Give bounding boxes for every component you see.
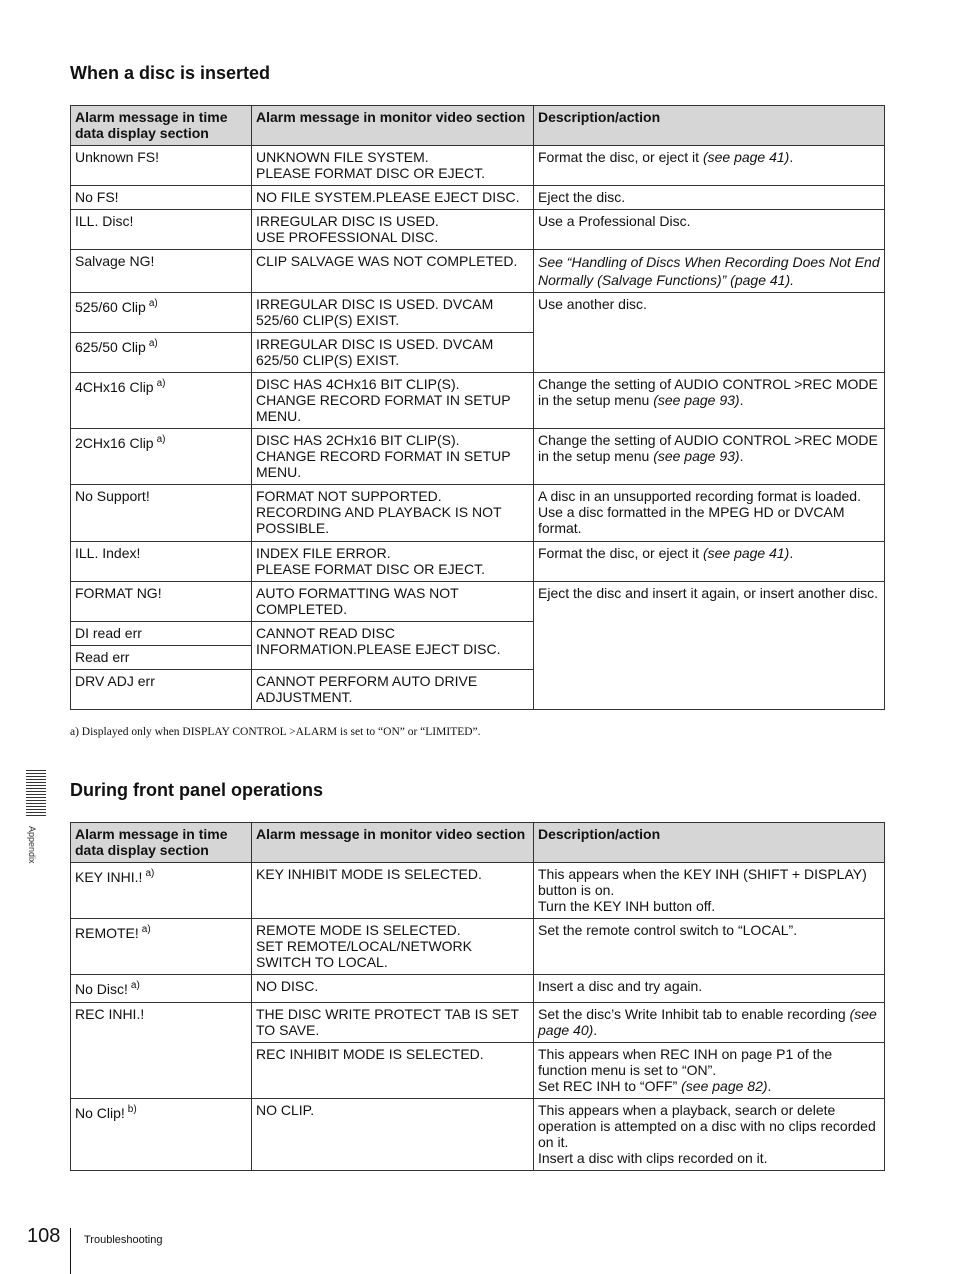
monitor-message: CANNOT READ DISC INFORMATION.PLEASE EJECT DISC. xyxy=(252,622,534,670)
monitor-message: IRREGULAR DISC IS USED. DVCAM 525/60 CLIP(S) EXIST. xyxy=(252,293,534,333)
table-row xyxy=(71,919,885,975)
monitor-message: CANNOT PERFORM AUTO DRIVE ADJUSTMENT. xyxy=(252,670,534,710)
alarm-table-disc-inserted xyxy=(70,105,885,710)
page-number: 108 xyxy=(27,1225,61,1247)
description: A disc in an unsupported recording format is loaded. Use a disc formatted in the MPEG HD or DVCAM format. xyxy=(534,485,885,542)
description: Set the disc’s Write Inhibit tab to enable recording (see page 40). xyxy=(534,1003,885,1043)
appendix-tab-marker xyxy=(26,770,46,818)
table-row xyxy=(71,373,885,429)
footer-section-label: Troubleshooting xyxy=(84,1234,163,1246)
time-message: FORMAT NG! xyxy=(71,582,252,622)
monitor-message: DISC HAS 4CHx16 BIT CLIP(S). CHANGE RECORD FORMAT IN SETUP MENU. xyxy=(252,373,534,429)
table-row xyxy=(71,863,885,919)
monitor-message: IRREGULAR DISC IS USED. DVCAM 625/50 CLIP(S) EXIST. xyxy=(252,333,534,373)
monitor-message: REC INHIBIT MODE IS SELECTED. xyxy=(252,1043,534,1099)
time-message: KEY INHI.! $^{a)}$ xyxy=(71,863,252,919)
description: Change the setting of AUDIO CONTROL >REC MODE in the setup menu (see page 93). xyxy=(534,429,885,485)
time-message: Read err xyxy=(71,646,252,670)
table-row xyxy=(71,293,885,333)
description: This appears when the KEY INH (SHIFT + DISPLAY) button is on. Turn the KEY INH button off. xyxy=(534,863,885,919)
monitor-message: THE DISC WRITE PROTECT TAB IS SET TO SAVE. xyxy=(252,1003,534,1043)
time-message: No Clip! $^{b)}$ xyxy=(71,1099,252,1171)
description: Format the disc, or eject it (see page 41). xyxy=(534,542,885,582)
table-header-row xyxy=(71,106,885,146)
section-title-front-panel: During front panel operations xyxy=(70,780,324,800)
table-row xyxy=(71,975,885,1003)
time-message: ILL. Index! xyxy=(71,542,252,582)
table-row xyxy=(71,582,885,622)
column-header: Alarm message in monitor video section xyxy=(252,823,534,863)
monitor-message: UNKNOWN FILE SYSTEM. PLEASE FORMAT DISC OR EJECT. xyxy=(252,146,534,186)
table-header-row xyxy=(71,823,885,863)
section-title-disc-inserted: When a disc is inserted xyxy=(70,63,271,83)
description: Eject the disc. xyxy=(534,186,885,210)
column-header: Alarm message in monitor video section xyxy=(252,106,534,146)
alarm-table-front-panel xyxy=(70,822,885,1171)
monitor-message: NO DISC. xyxy=(252,975,534,1003)
monitor-message: DISC HAS 2CHx16 BIT CLIP(S). CHANGE RECORD FORMAT IN SETUP MENU. xyxy=(252,429,534,485)
time-message: ILL. Disc! xyxy=(71,210,252,250)
time-message: REC INHI.! xyxy=(71,1003,252,1099)
monitor-message: KEY INHIBIT MODE IS SELECTED. xyxy=(252,863,534,919)
time-message: No Support! xyxy=(71,485,252,542)
description: Use a Professional Disc. xyxy=(534,210,885,250)
time-message: DRV ADJ err xyxy=(71,670,252,710)
table-row xyxy=(71,485,885,542)
time-message: DI read err xyxy=(71,622,252,646)
description: Insert a disc and try again. xyxy=(534,975,885,1003)
footnote: a) Displayed only when DISPLAY CONTROL >ALARM is set to “ON” or “LIMITED”. xyxy=(70,726,481,738)
table-row xyxy=(71,1003,885,1043)
monitor-message: REMOTE MODE IS SELECTED. SET REMOTE/LOCAL/NETWORK SWITCH TO LOCAL. xyxy=(252,919,534,975)
footer-divider xyxy=(70,1228,71,1274)
time-message: Unknown FS! xyxy=(71,146,252,186)
description: See “Handling of Discs When Recording Does Not End Normally (Salvage Functions)” (page 41). xyxy=(534,250,885,293)
table-row xyxy=(71,1099,885,1171)
monitor-message: NO CLIP. xyxy=(252,1099,534,1171)
time-message: No FS! xyxy=(71,186,252,210)
description: Set the remote control switch to “LOCAL”. xyxy=(534,919,885,975)
description: Format the disc, or eject it (see page 41). xyxy=(534,146,885,186)
table-row xyxy=(71,429,885,485)
time-message: 625/50 Clip $^{a)}$ xyxy=(71,333,252,373)
time-message: 2CHx16 Clip $^{a)}$ xyxy=(71,429,252,485)
table-row xyxy=(71,146,885,186)
monitor-message: CLIP SALVAGE WAS NOT COMPLETED. xyxy=(252,250,534,293)
description: This appears when REC INH on page P1 of the function menu is set to “ON”. Set REC INH to “OFF” (see page 82). xyxy=(534,1043,885,1099)
time-message: No Disc! $^{a)}$ xyxy=(71,975,252,1003)
time-message: 4CHx16 Clip $^{a)}$ xyxy=(71,373,252,429)
sidebar-label: Appendix xyxy=(27,826,37,864)
column-header: Description/action xyxy=(534,106,885,146)
table-row xyxy=(71,250,885,293)
monitor-message: INDEX FILE ERROR. PLEASE FORMAT DISC OR EJECT. xyxy=(252,542,534,582)
monitor-message: AUTO FORMATTING WAS NOT COMPLETED. xyxy=(252,582,534,622)
monitor-message: FORMAT NOT SUPPORTED. RECORDING AND PLAYBACK IS NOT POSSIBLE. xyxy=(252,485,534,542)
description: This appears when a playback, search or delete operation is attempted on a disc with no clips recorded on it. Insert a disc with clips recorded on it. xyxy=(534,1099,885,1171)
description: Change the setting of AUDIO CONTROL >REC MODE in the setup menu (see page 93). xyxy=(534,373,885,429)
column-header: Alarm message in time data display section xyxy=(71,823,252,863)
description: Eject the disc and insert it again, or insert another disc. xyxy=(534,582,885,710)
column-header: Description/action xyxy=(534,823,885,863)
time-message: Salvage NG! xyxy=(71,250,252,293)
table-row xyxy=(71,210,885,250)
monitor-message: IRREGULAR DISC IS USED. USE PROFESSIONAL DISC. xyxy=(252,210,534,250)
table-row xyxy=(71,186,885,210)
time-message: 525/60 Clip $^{a)}$ xyxy=(71,293,252,333)
table-row xyxy=(71,542,885,582)
column-header: Alarm message in time data display section xyxy=(71,106,252,146)
monitor-message: NO FILE SYSTEM.PLEASE EJECT DISC. xyxy=(252,186,534,210)
description: Use another disc. xyxy=(534,293,885,373)
time-message: REMOTE! $^{a)}$ xyxy=(71,919,252,975)
